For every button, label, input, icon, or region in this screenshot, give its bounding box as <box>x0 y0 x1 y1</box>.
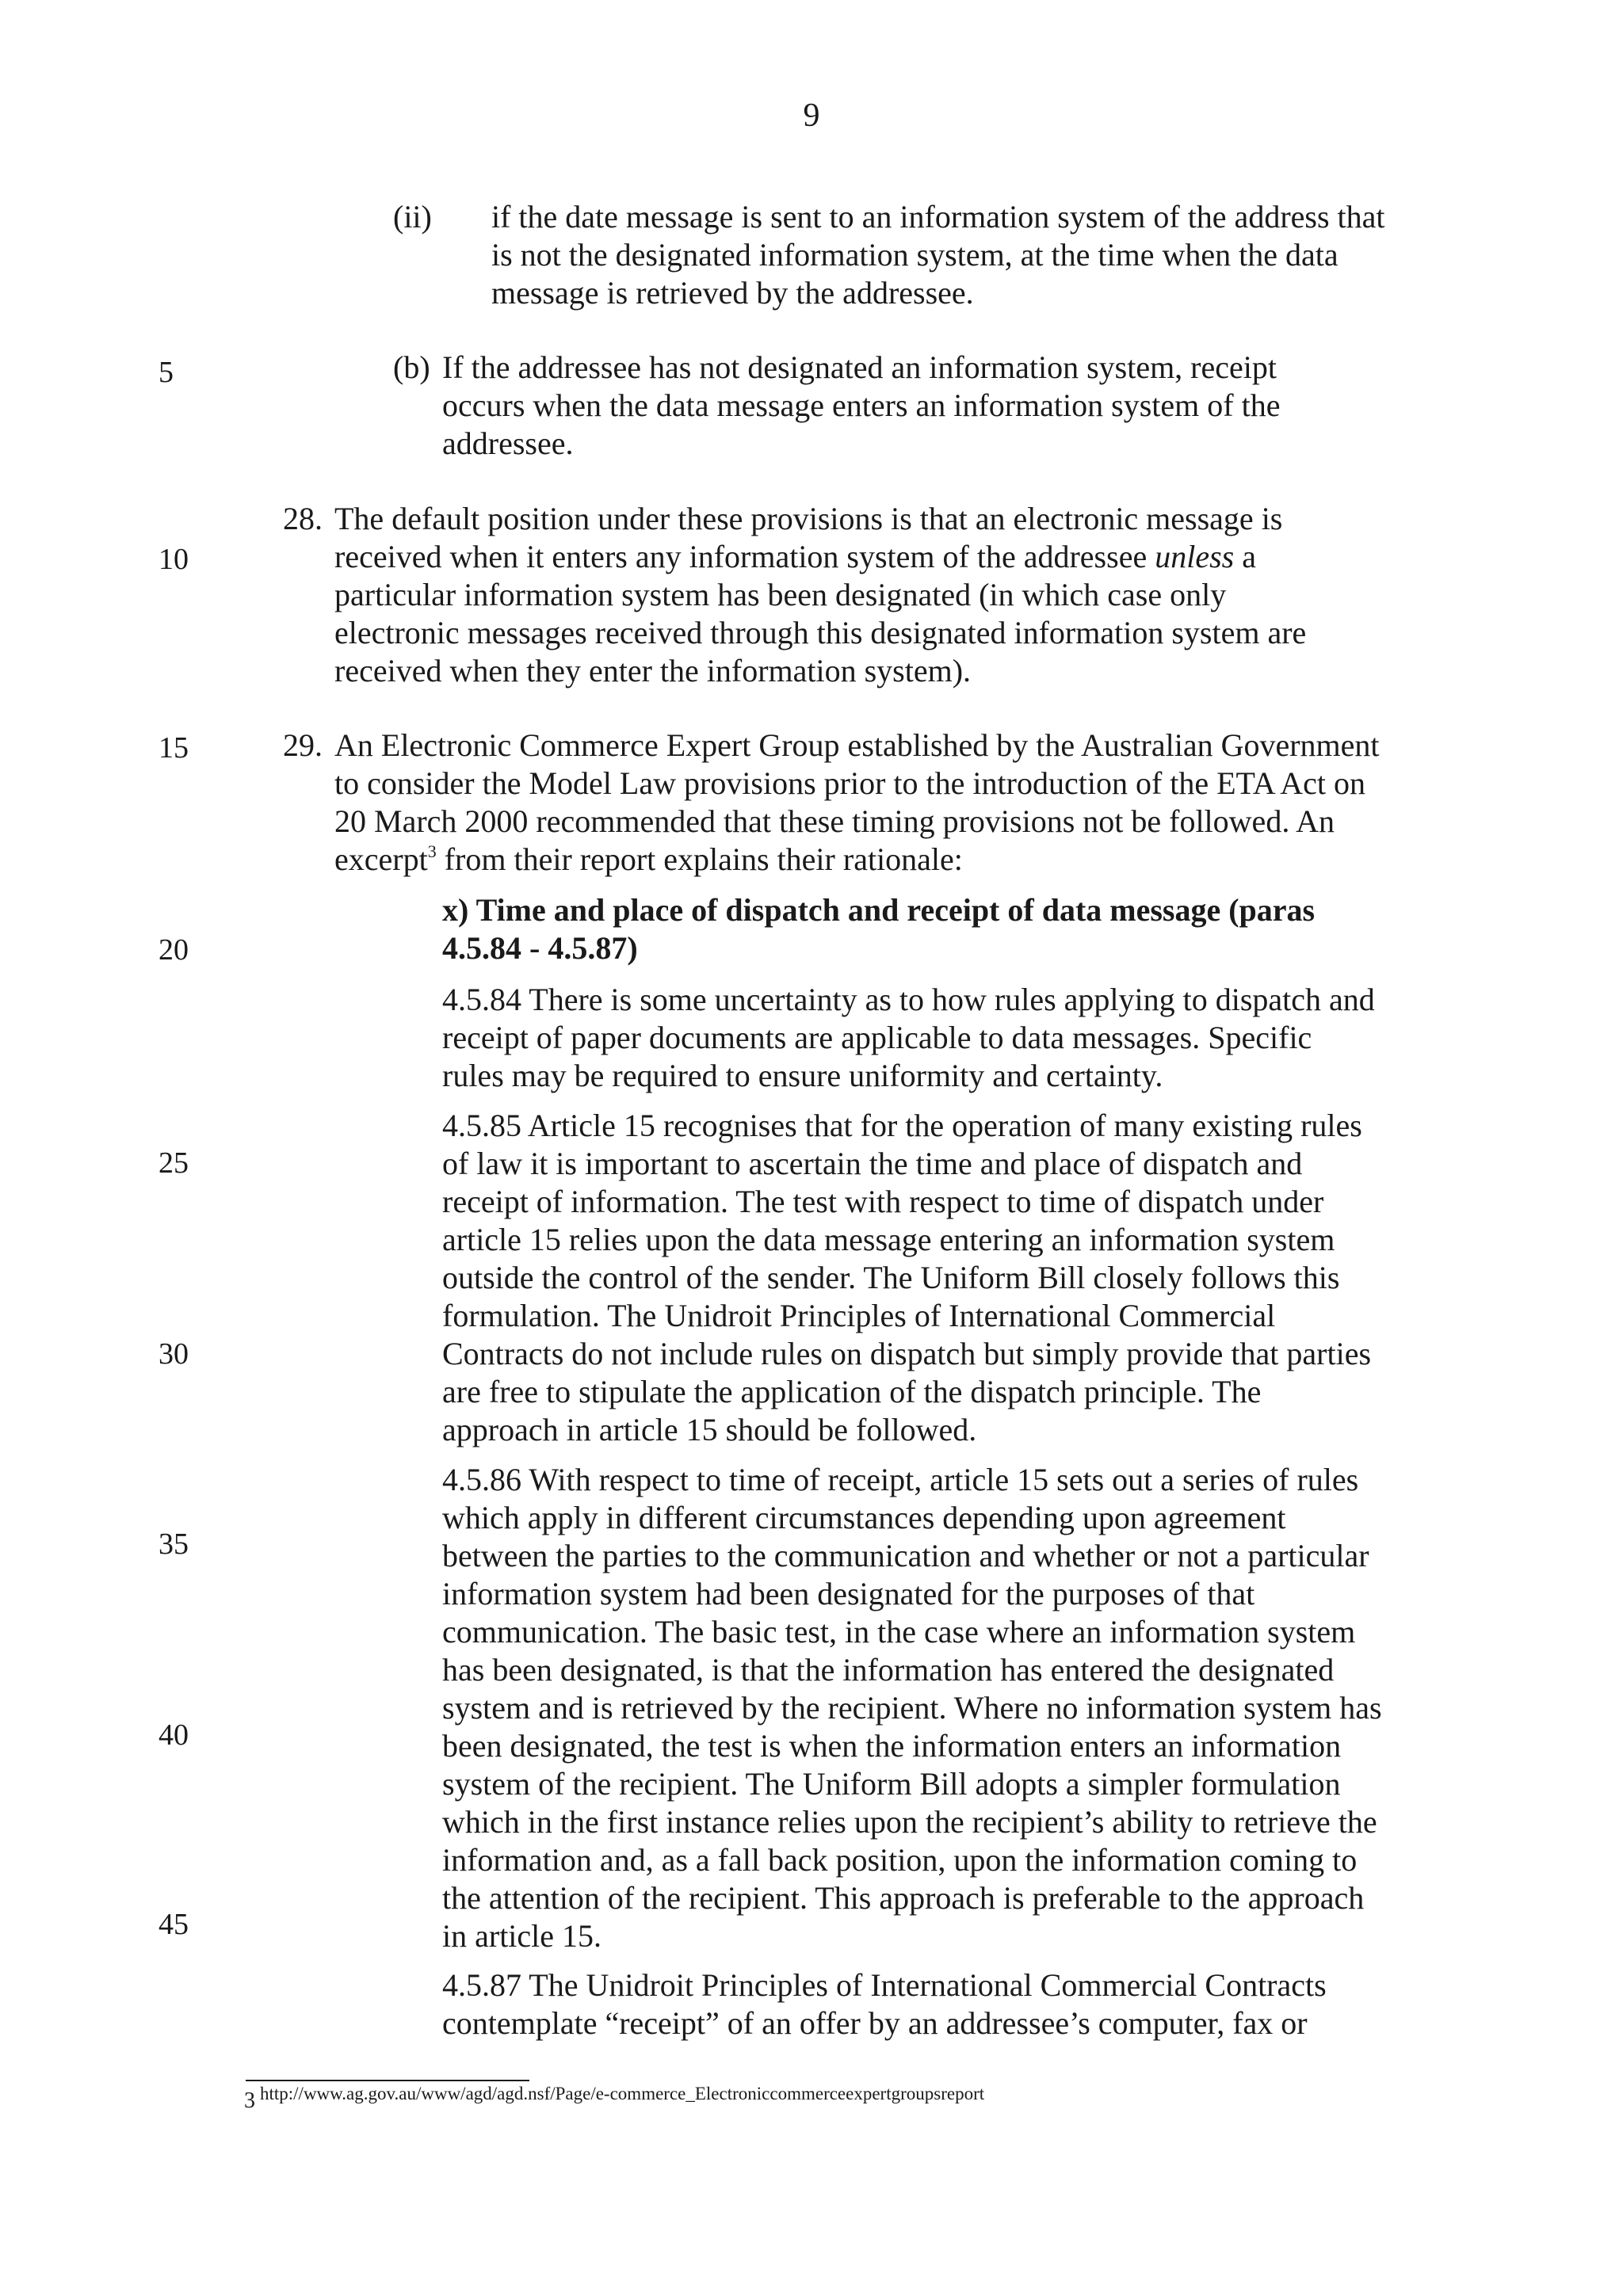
emphasis-unless: unless <box>1155 539 1235 574</box>
item-ii-label: (ii) <box>393 199 432 235</box>
para-28-number: 28. <box>283 501 323 536</box>
line-number: 25 <box>158 1146 189 1180</box>
quote-para-4587: 4.5.87 The Unidroit Principles of International Commercial Contracts contemplate “receipt” of an offer by an addressee’s computer, fax or <box>442 1967 1327 2041</box>
line-number: 35 <box>158 1527 189 1561</box>
page-number: 9 <box>803 97 820 134</box>
para-28-text: The default position under these provisions is that an electronic message is received when it enters any information system of the addressee unless a particular information system has been designated (in which case only electronic messages received through this designated information system are received when they enter the information system). <box>334 501 1307 688</box>
line-number: 5 <box>158 356 174 389</box>
item-b-text: If the addressee has not designated an information system, receipt occurs when the data message enters an information system of the addressee. <box>442 349 1281 461</box>
line-number: 20 <box>158 933 189 967</box>
footnote-url: http://www.ag.gov.au/www/agd/agd.nsf/Page/e-commerce_Electroniccommerceexpertgroupsreport <box>260 2084 985 2103</box>
line-number: 40 <box>158 1718 189 1752</box>
footnote-mark: 3 <box>244 2088 255 2113</box>
quote-para-4585: 4.5.85 Article 15 recognises that for the operation of many existing rules of law it is important to ascertain the time and place of dispatch and receipt of information. The test with respect to time of dispatch under article 15 relies upon the data message entering an information system outside the control of the sender. The Uniform Bill closely follows this formulation. The Unidroit Principles of International Commercial Contracts do not include rules on dispatch but simply provide that parties are free to stipulate the application of the dispatch principle. The approach in article 15 should be followed. <box>442 1108 1372 1447</box>
quote-heading: x) Time and place of dispatch and receipt of data message (paras 4.5.84 - 4.5.87) <box>442 892 1316 966</box>
footnote-reference: 3 <box>427 841 437 861</box>
para-29-text: An Electronic Commerce Expert Group established by the Australian Government to consider the Model Law provisions prior to the introduction of the ETA Act on 20 March 2000 recommended that these timing provisions not be followed. An excerpt$^3$ from their report explains their rationale: <box>334 727 1380 877</box>
para-29-number: 29. <box>283 727 323 763</box>
quote-para-4586: 4.5.86 With respect to time of receipt, article 15 sets out a series of rules which apply in different circumstances depending upon agreement between the parties to the communication and whether or not a particular information system had been designated for the purposes of that communication. The basic test, in the case where an information system has been designated, is that the information has entered the designated system and is retrieved by the recipient. Where no information system has been designated, the test is when the information enters an information system of the recipient. The Uniform Bill adopts a simpler formulation which in the first instance relies upon the recipient’s ability to retrieve the information and, as a fall back position, upon the information coming to the attention of the recipient. This approach is preferable to the approach in article 15. <box>442 1462 1382 1954</box>
quote-para-4584: 4.5.84 There is some uncertainty as to how rules applying to dispatch and receipt of paper documents are applicable to data messages. Specific rules may be required to ensure uniformity and certainty. <box>442 982 1375 1093</box>
footnote <box>244 2082 1433 2113</box>
item-ii-text: if the date message is sent to an information system of the address that is not the designated information system, at the time when the data message is retrieved by the addressee. <box>491 199 1385 311</box>
line-number: 15 <box>158 731 189 765</box>
line-number: 30 <box>158 1337 189 1371</box>
item-b-label: (b) <box>393 349 430 385</box>
line-number: 45 <box>158 1908 189 1941</box>
footnote-separator <box>246 2080 529 2081</box>
line-number: 10 <box>158 543 189 576</box>
